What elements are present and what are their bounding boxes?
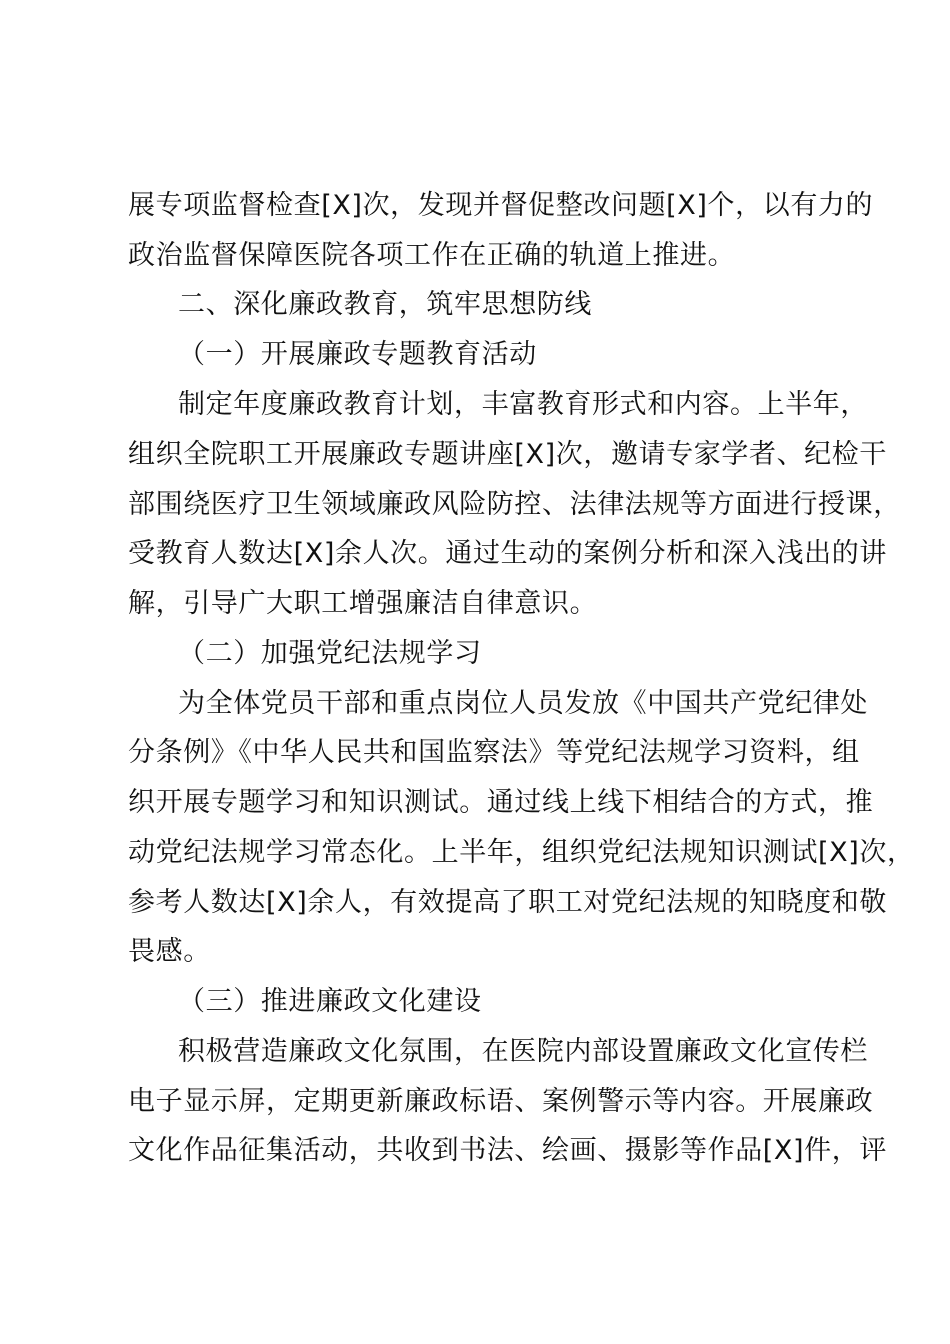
subsection-heading: （三）推进廉政文化建设 [178,986,482,1017]
paragraph-line: 动党纪法规学习常态化。上半年，组织党纪法规知识测试[X]次， [128,837,915,868]
paragraph-line: 解，引导广大职工增强廉洁自律意识。 [128,588,598,619]
paragraph-line: 制定年度廉政教育计划，丰富教育形式和内容。上半年， [178,389,868,420]
paragraph-line: 文化作品征集活动，共收到书法、绘画、摄影等作品[X]件，评 [128,1135,887,1166]
subsection-heading: （一）开展廉政专题教育活动 [178,339,537,370]
paragraph-line: 电子显示屏，定期更新廉政标语、案例警示等内容。开展廉政 [128,1086,874,1117]
paragraph-line: 畏感。 [128,936,211,967]
paragraph-line: 为全体党员干部和重点岗位人员发放《中国共产党纪律处 [178,688,868,719]
paragraph-line: 织开展专题学习和知识测试。通过线上线下相结合的方式，推 [128,787,874,818]
paragraph-line: 积极营造廉政文化氛围，在医院内部设置廉政文化宣传栏 [178,1036,868,1067]
paragraph-line: 政治监督保障医院各项工作在正确的轨道上推进。 [128,240,736,271]
paragraph-line: 展专项监督检查[X]次，发现并督促整改问题[X]个，以有力的 [128,190,874,221]
paragraph-line: 组织全院职工开展廉政专题讲座[X]次，邀请专家学者、纪检干 [128,439,887,470]
paragraph-line: 分条例》《中华人民共和国监察法》等党纪法规学习资料，组 [128,737,860,768]
subsection-heading: （二）加强党纪法规学习 [178,638,482,669]
paragraph-line: 参考人数达[X]余人，有效提高了职工对党纪法规的知晓度和敬 [128,887,887,918]
paragraph-line: 受教育人数达[X]余人次。通过生动的案例分析和深入浅出的讲 [128,538,887,569]
section-heading: 二、深化廉政教育，筑牢思想防线 [178,289,592,320]
paragraph-line: 部围绕医疗卫生领域廉政风险防控、法律法规等方面进行授课， [128,489,901,520]
